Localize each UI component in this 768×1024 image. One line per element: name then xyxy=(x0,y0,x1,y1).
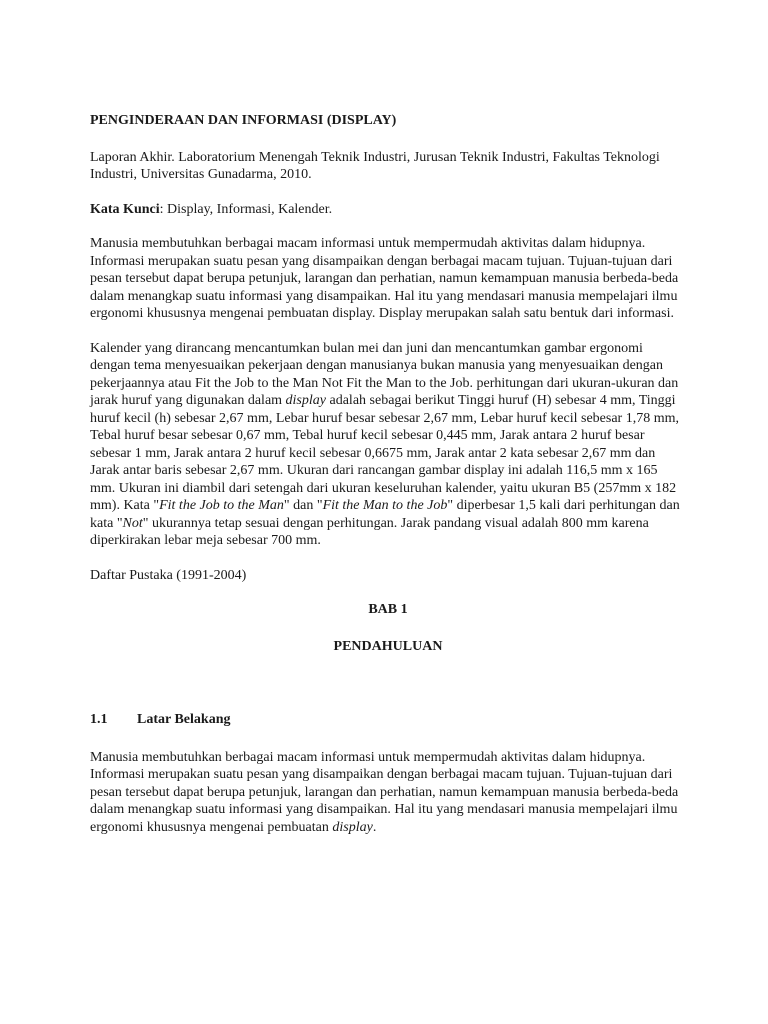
chapter-title: PENDAHULUAN xyxy=(333,638,443,654)
section-number: 1.1 xyxy=(90,712,108,727)
abstract-paragraph-2 xyxy=(90,340,686,550)
abstract-text: " diperbesar 1,5 kali dari perhitungan dan kata " xyxy=(90,498,680,531)
section-paragraph-1 xyxy=(90,749,686,837)
italic-term: Fit the Man to the Job xyxy=(322,498,448,513)
abstract-text: " dan " xyxy=(283,498,323,513)
section-heading xyxy=(90,711,686,729)
report-info: Laporan Akhir. Laboratorium Menengah Teknik Industri, Jurusan Teknik Industri, Fakultas Teknologi Industri, Universitas Gunadarma, 2010. xyxy=(90,149,660,182)
keywords-label: Kata Kunci xyxy=(90,201,160,217)
abstract-text: Kalender yang dirancang mencantumkan bulan mei dan juni dan mencantumkan gambar ergonomi dengan tema menyesuaikan pekerjaan dengan manusianya bukan manusia yang menyesuaikan dengan pekerjaannya atau Fit the Job to the Man Not Fit the Man to the Job. perhitungan dari ukuran-ukuran dan jarak huruf yang digunakan dalam xyxy=(90,340,679,408)
chapter-number: BAB 1 xyxy=(368,602,408,617)
italic-term: display xyxy=(332,819,373,835)
italic-term: Fit the Job to the Man xyxy=(159,498,284,513)
document-page xyxy=(90,112,686,853)
abstract-paragraph-1: Manusia membutuhkan berbagai macam informasi untuk mempermudah aktivitas dalam hidupnya. Informasi merupakan suatu pesan yang disampaikan dengan berbagai macam tujuan. Tujuan-tujuan dari pesan tersebut dapat berupa petunjuk, larangan dan perhatian, namun kemampuan manusia berbeda-beda dalam menangkap suatu informasi yang disampaikan. Hal itu yang mendasari manusia mempelajari ilmu ergonomi khususnya mengenai pembuatan display. Display merupakan salah satu bentuk dari informasi. xyxy=(90,236,679,321)
document-title: PENGINDERAAN DAN INFORMASI (DISPLAY) xyxy=(90,113,397,128)
abstract-text: adalah sebagai berikut Tinggi huruf (H) sebesar 4 mm, Tinggi huruf kecil (h) sebesar 2,67 mm, Lebar huruf besar sebesar 2,67 mm, Lebar huruf kecil sebesar 1,78 mm, Tebal huruf besar sebesar 0,67 mm, Tebal huruf kecil sebesar 0,445 mm, Jarak antara 2 huruf besar sebesar 1 mm, Jarak antara 2 huruf kecil sebesar 0,6675 mm, Jarak antar 2 kata sebesar 2,67 mm dan Jarak antar baris sebesar 2,67 mm. Ukuran dari rancangan gambar display ini adalah 116,5 mm x 165 mm. Ukuran ini diambil dari setengah dari ukuran keseluruhan kalender, yaitu ukuran B5 (257mm x 182 mm). Kata " xyxy=(90,393,679,513)
section-title: Latar Belakang xyxy=(137,712,231,727)
bibliography-line: Daftar Pustaka (1991-2004) xyxy=(90,567,247,583)
abstract-text: " ukurannya tetap sesuai dengan perhitungan. Jarak pandang visual adalah 800 mm karena diperkirakan lebar meja sebesar 700 mm. xyxy=(90,515,649,548)
section-text: . xyxy=(372,819,377,835)
italic-term: display xyxy=(285,393,326,408)
section-text: Manusia membutuhkan berbagai macam informasi untuk mempermudah aktivitas dalam hidupnya. Informasi merupakan suatu pesan yang disampaikan dengan berbagai macam tujuan. Tujuan-tujuan dari pesan tersebut dapat berupa petunjuk, larangan dan perhatian, namun kemampuan manusia berbeda-beda dalam menangkap suatu informasi yang disampaikan. Hal itu yang mendasari manusia mempelajari ilmu ergonomi khususnya mengenai pembuatan xyxy=(90,749,679,835)
keywords-line xyxy=(90,201,686,219)
italic-term: Not xyxy=(122,515,143,531)
keywords-value: : Display, Informasi, Kalender. xyxy=(159,201,333,217)
